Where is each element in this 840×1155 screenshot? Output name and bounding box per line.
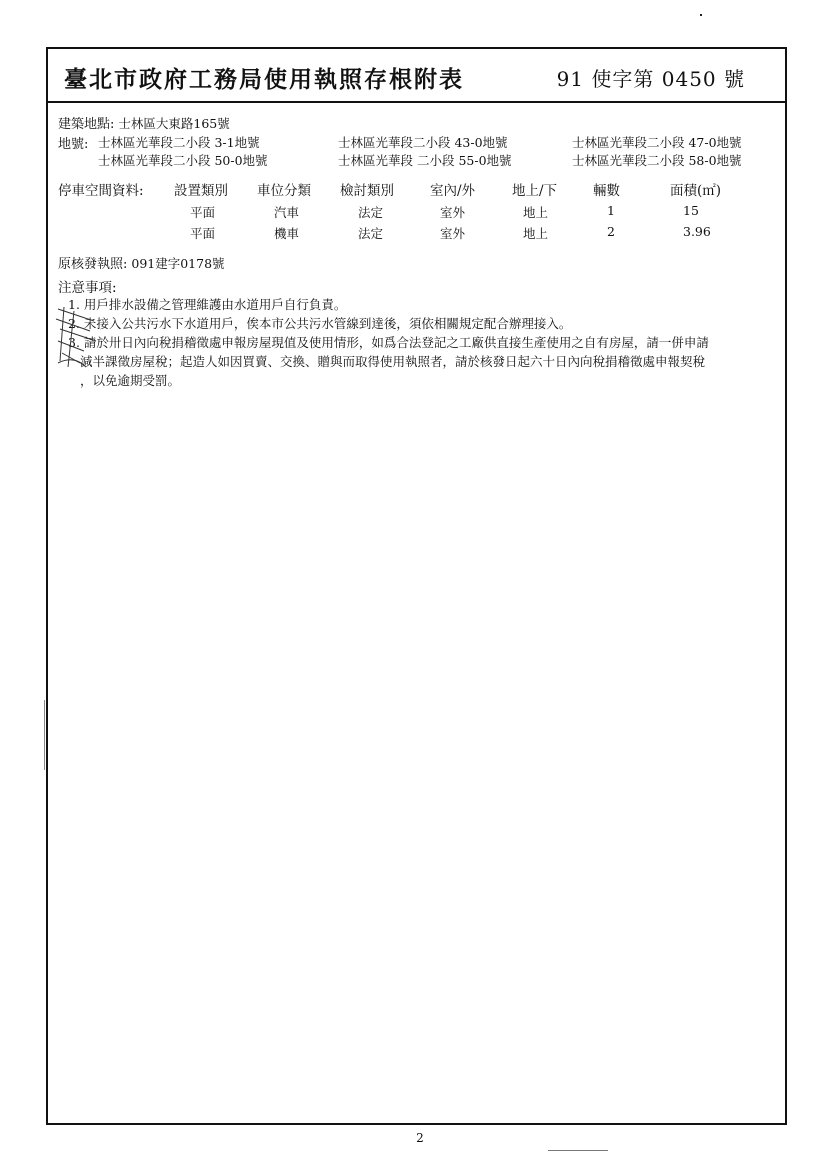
parking-cell: 平面: [190, 226, 216, 241]
permit-number: 91 使字第 0450 號: [556, 67, 745, 91]
title-bar: [48, 49, 785, 103]
parking-cell: 1: [607, 203, 615, 218]
note-item: ，以免逾期受罰。: [80, 373, 181, 388]
parking-cell: 法定: [358, 205, 384, 220]
parking-cell: 室外: [440, 205, 466, 220]
address-line: [58, 113, 230, 132]
scan-speck: [548, 1150, 608, 1151]
parking-cell: 汽車: [274, 205, 300, 220]
note-item: 3. 請於卅日內向稅捐稽徵處申報房屋現值及使用情形，如爲合法登記之工廠供直接生產使用之自有房屋，請一併申請: [68, 335, 709, 350]
lot-label: [58, 133, 88, 152]
lot-item: 士林區光華段二小段 58-0地號: [572, 153, 742, 168]
lot-item: 士林區光華段二小段 43-0地號: [338, 135, 508, 150]
address-label: 建築地點:: [58, 117, 115, 132]
parking-cell: 平面: [190, 205, 216, 220]
parking-header: 輛數: [593, 183, 620, 199]
parking-header: 地上/下: [512, 183, 558, 199]
parking-cell: 3.96: [683, 224, 711, 239]
page-number: 2: [416, 1131, 424, 1145]
note-item: 2. 未接入公共污水下水道用戶，俟本市公共污水管線到達後，須依相關規定配合辦理接入。: [68, 316, 572, 331]
note-item: 1. 用戶排水設備之管理維護由水道用戶自行負責。: [68, 297, 347, 312]
lot-item: 士林區光華段二小段 50-0地號: [98, 153, 268, 168]
scribble-mark-icon: [54, 301, 102, 371]
document-frame: [46, 47, 787, 1125]
parking-cell: 機車: [274, 226, 300, 241]
parking-header: 車位分類: [257, 183, 311, 199]
original-permit-value: 091建字0178號: [131, 256, 225, 271]
lot-item: 士林區光華段二小段 3-1地號: [98, 135, 260, 150]
note-item: 減半課徵房屋稅；起造人如因買賣、交換、贈與而取得使用執照者，請於核發日起六十日內向稅捐稽徵處申報契稅: [80, 354, 706, 369]
parking-cell: 法定: [358, 226, 384, 241]
original-permit-line: [58, 253, 225, 272]
parking-header: 面積(㎡): [670, 183, 722, 199]
notes-heading: 注意事項:: [58, 280, 117, 296]
lot-item: 士林區光華段二小段 47-0地號: [572, 135, 742, 150]
parking-cell: 室外: [440, 226, 466, 241]
parking-cell: 15: [683, 203, 699, 218]
parking-cell: 2: [607, 224, 615, 239]
parking-header: 室內/外: [430, 183, 476, 199]
parking-cell: 地上: [523, 226, 549, 241]
scan-speck: [44, 700, 45, 770]
address-value: 士林區大東路165號: [118, 116, 230, 131]
page-title: 臺北市政府工務局使用執照存根附表: [64, 66, 464, 93]
parking-header: 設置類別: [174, 183, 228, 199]
parking-cell: 地上: [523, 205, 549, 220]
scan-speck: [700, 14, 702, 16]
parking-label: 停車空間資料:: [58, 183, 144, 199]
parking-header: 檢討類別: [340, 183, 394, 199]
lot-item: 士林區光華段 二小段 55-0地號: [338, 153, 512, 168]
lot-label-text: 地號:: [58, 137, 89, 152]
original-permit-label: 原核發執照:: [58, 257, 128, 272]
